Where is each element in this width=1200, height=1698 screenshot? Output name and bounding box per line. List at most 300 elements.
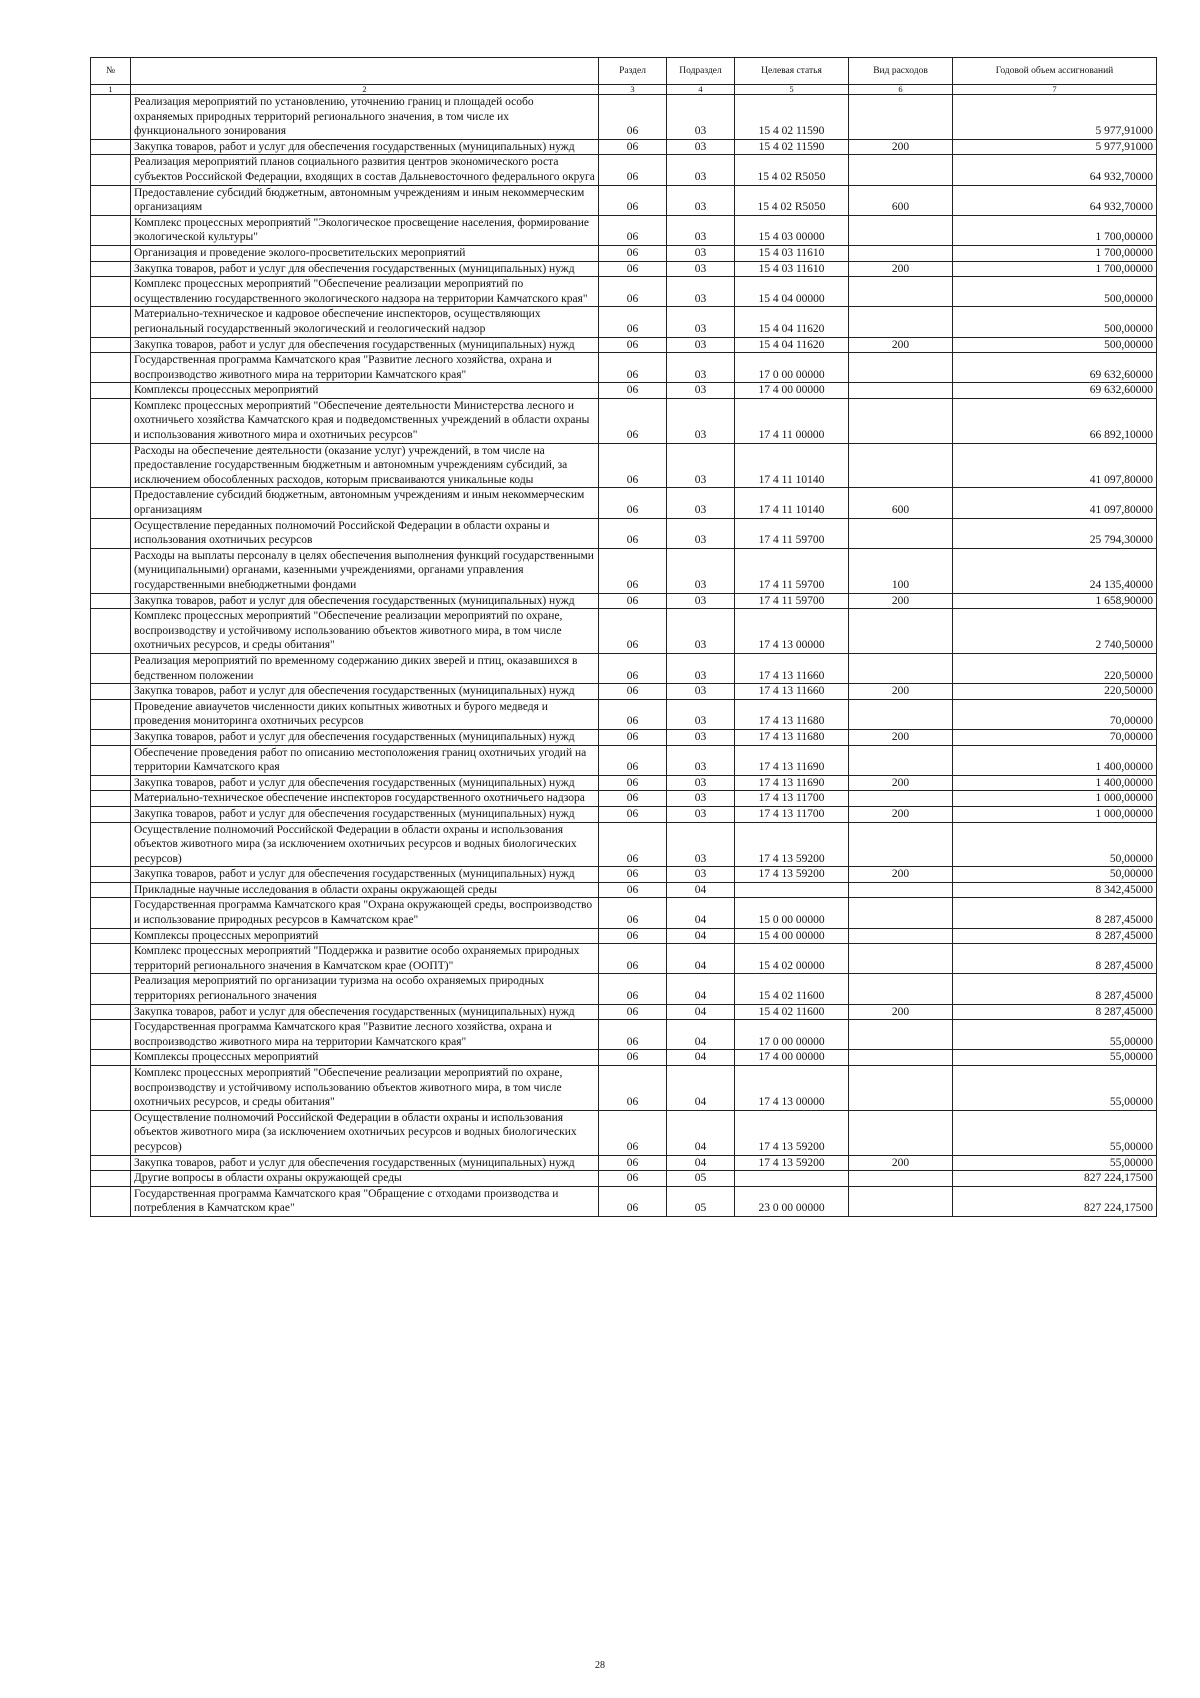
row-expense-type-cell: [849, 155, 953, 185]
row-target-cell: 15 4 02 00000: [735, 944, 849, 974]
row-name-cell: Предоставление субсидий бюджетным, автономным учреждениям и иным некоммерческим организациям: [131, 488, 599, 518]
row-amount-cell: 55,00000: [953, 1110, 1157, 1155]
table-row: [91, 684, 1157, 700]
row-section-cell: 06: [599, 215, 667, 245]
table-row: [91, 791, 1157, 807]
row-number-cell: [91, 653, 131, 683]
row-expense-type-cell: [849, 1186, 953, 1216]
row-target-cell: 15 4 03 11610: [735, 261, 849, 277]
row-subsection-cell: 04: [667, 1050, 735, 1066]
row-subsection-cell: 03: [667, 791, 735, 807]
row-amount-cell: 50,00000: [953, 867, 1157, 883]
row-amount-cell: 8 287,45000: [953, 1004, 1157, 1020]
row-section-cell: 06: [599, 1171, 667, 1187]
table-row: [91, 95, 1157, 140]
row-name-cell: Другие вопросы в области охраны окружающей среды: [131, 1171, 599, 1187]
row-target-cell: 17 0 00 00000: [735, 353, 849, 383]
row-number-cell: [91, 867, 131, 883]
row-name-cell: Комплекс процессных мероприятий "Обеспечение реализации мероприятий по охране, воспроизводству и устойчивому использованию объектов животного мира, в том числе охотничьих ресурсов, и среды обитания": [131, 609, 599, 654]
row-section-cell: 06: [599, 155, 667, 185]
row-name-cell: Расходы на обеспечение деятельности (оказание услуг) учреждений, в том числе на предоставление государственным бюджетным и автономным учреждениям субсидий, за исключением обособленных расходов, которым присваиваются уникальные коды: [131, 443, 599, 488]
header-expense-type: Вид расходов: [849, 58, 953, 85]
table-row: [91, 898, 1157, 928]
row-name-cell: Государственная программа Камчатского края "Обращение с отходами производства и потребления в Камчатском крае": [131, 1186, 599, 1216]
row-name-cell: Реализация мероприятий по временному содержанию диких зверей и птиц, оказавшихся в бедственном положении: [131, 653, 599, 683]
row-subsection-cell: 03: [667, 443, 735, 488]
row-number-cell: [91, 1004, 131, 1020]
table-row: [91, 806, 1157, 822]
row-expense-type-cell: [849, 383, 953, 399]
row-subsection-cell: 03: [667, 353, 735, 383]
row-amount-cell: 1 400,00000: [953, 775, 1157, 791]
row-expense-type-cell: 200: [849, 729, 953, 745]
row-section-cell: 06: [599, 944, 667, 974]
row-name-cell: Комплекс процессных мероприятий "Обеспечение реализации мероприятий по осуществлению государственного экологического надзора на территории Камчатского края": [131, 277, 599, 307]
row-number-cell: [91, 1186, 131, 1216]
table-row: [91, 1171, 1157, 1187]
row-name-cell: Комплексы процессных мероприятий: [131, 928, 599, 944]
table-row: [91, 1186, 1157, 1216]
row-section-cell: 06: [599, 822, 667, 867]
table-row: [91, 277, 1157, 307]
row-number-cell: [91, 1155, 131, 1171]
row-target-cell: 17 4 13 11690: [735, 775, 849, 791]
row-name-cell: Закупка товаров, работ и услуг для обеспечения государственных (муниципальных) нужд: [131, 684, 599, 700]
row-number-cell: [91, 1050, 131, 1066]
table-row: [91, 867, 1157, 883]
row-amount-cell: 50,00000: [953, 822, 1157, 867]
row-section-cell: 06: [599, 518, 667, 548]
row-target-cell: 17 4 00 00000: [735, 1050, 849, 1066]
row-name-cell: Комплекс процессных мероприятий "Обеспечение деятельности Министерства лесного и охотничьего хозяйства Камчатского края и подведомственных учреждений в области охраны и использования животного мира и охотничьих ресурсов": [131, 398, 599, 443]
row-section-cell: 06: [599, 261, 667, 277]
table-row: [91, 245, 1157, 261]
row-section-cell: 06: [599, 95, 667, 140]
row-number-cell: [91, 95, 131, 140]
row-expense-type-cell: 200: [849, 1155, 953, 1171]
row-expense-type-cell: 200: [849, 684, 953, 700]
row-subsection-cell: 03: [667, 729, 735, 745]
row-amount-cell: 5 977,91000: [953, 95, 1157, 140]
row-number-cell: [91, 974, 131, 1004]
row-target-cell: [735, 1171, 849, 1187]
row-number-cell: [91, 277, 131, 307]
row-target-cell: 17 4 13 11660: [735, 653, 849, 683]
row-expense-type-cell: [849, 791, 953, 807]
colnum-1: 1: [91, 85, 131, 95]
row-section-cell: 06: [599, 1050, 667, 1066]
colnum-7: 7: [953, 85, 1157, 95]
row-target-cell: 15 4 04 00000: [735, 277, 849, 307]
row-name-cell: Государственная программа Камчатского края "Развитие лесного хозяйства, охрана и воспроизводство животного мира на территории Камчатского края": [131, 1020, 599, 1050]
row-amount-cell: 1 700,00000: [953, 215, 1157, 245]
row-name-cell: Материально-техническое и кадровое обеспечение инспекторов, осуществляющих региональный государственный экологический и геологический надзор: [131, 307, 599, 337]
row-target-cell: 15 4 02 11600: [735, 974, 849, 1004]
row-target-cell: 17 4 13 59200: [735, 1110, 849, 1155]
row-section-cell: 06: [599, 1004, 667, 1020]
row-name-cell: Закупка товаров, работ и услуг для обеспечения государственных (муниципальных) нужд: [131, 867, 599, 883]
row-section-cell: 06: [599, 398, 667, 443]
row-number-cell: [91, 791, 131, 807]
row-section-cell: 06: [599, 1020, 667, 1050]
row-number-cell: [91, 548, 131, 593]
table-row: [91, 593, 1157, 609]
row-target-cell: 17 4 13 00000: [735, 609, 849, 654]
row-subsection-cell: 04: [667, 882, 735, 898]
row-subsection-cell: 04: [667, 944, 735, 974]
row-number-cell: [91, 882, 131, 898]
table-row: [91, 185, 1157, 215]
row-target-cell: 17 4 11 10140: [735, 443, 849, 488]
table-row: [91, 974, 1157, 1004]
table-row: [91, 1155, 1157, 1171]
row-section-cell: 06: [599, 775, 667, 791]
row-target-cell: 17 4 13 00000: [735, 1066, 849, 1111]
row-target-cell: 15 4 04 11620: [735, 337, 849, 353]
row-section-cell: 06: [599, 307, 667, 337]
table-body: [91, 95, 1157, 1217]
header-target: Целевая статья: [735, 58, 849, 85]
row-expense-type-cell: [849, 1110, 953, 1155]
row-amount-cell: 500,00000: [953, 307, 1157, 337]
table-row: [91, 398, 1157, 443]
row-section-cell: 06: [599, 139, 667, 155]
table-row: [91, 261, 1157, 277]
row-subsection-cell: 03: [667, 337, 735, 353]
row-section-cell: 06: [599, 1066, 667, 1111]
row-number-cell: [91, 684, 131, 700]
row-expense-type-cell: [849, 898, 953, 928]
row-section-cell: 06: [599, 609, 667, 654]
row-expense-type-cell: 200: [849, 775, 953, 791]
row-subsection-cell: 04: [667, 1155, 735, 1171]
row-expense-type-cell: 600: [849, 488, 953, 518]
header-section: Раздел: [599, 58, 667, 85]
table-row: [91, 1004, 1157, 1020]
row-subsection-cell: 03: [667, 806, 735, 822]
row-section-cell: 06: [599, 1110, 667, 1155]
row-name-cell: Закупка товаров, работ и услуг для обеспечения государственных (муниципальных) нужд: [131, 261, 599, 277]
row-name-cell: Прикладные научные исследования в области охраны окружающей среды: [131, 882, 599, 898]
row-section-cell: 06: [599, 653, 667, 683]
row-target-cell: 17 4 13 11700: [735, 791, 849, 807]
row-subsection-cell: 04: [667, 1004, 735, 1020]
table-row: [91, 307, 1157, 337]
row-expense-type-cell: [849, 1050, 953, 1066]
row-subsection-cell: 04: [667, 974, 735, 1004]
table-row: [91, 775, 1157, 791]
row-amount-cell: 8 287,45000: [953, 898, 1157, 928]
row-expense-type-cell: [849, 398, 953, 443]
colnum-6: 6: [849, 85, 953, 95]
row-subsection-cell: 04: [667, 1020, 735, 1050]
row-subsection-cell: 03: [667, 609, 735, 654]
row-subsection-cell: 03: [667, 867, 735, 883]
row-name-cell: Закупка товаров, работ и услуг для обеспечения государственных (муниципальных) нужд: [131, 1004, 599, 1020]
row-amount-cell: 1 400,00000: [953, 745, 1157, 775]
row-name-cell: Проведение авиаучетов численности диких копытных животных и бурого медведя и проведения мониторинга охотничьих ресурсов: [131, 699, 599, 729]
row-target-cell: 15 4 03 00000: [735, 215, 849, 245]
row-target-cell: 17 4 11 00000: [735, 398, 849, 443]
row-subsection-cell: 03: [667, 653, 735, 683]
row-number-cell: [91, 775, 131, 791]
row-expense-type-cell: 200: [849, 806, 953, 822]
row-section-cell: 06: [599, 867, 667, 883]
header-subsection: Подраздел: [667, 58, 735, 85]
table-row: [91, 1050, 1157, 1066]
row-section-cell: 06: [599, 745, 667, 775]
row-number-cell: [91, 1066, 131, 1111]
row-number-cell: [91, 383, 131, 399]
row-expense-type-cell: 100: [849, 548, 953, 593]
row-subsection-cell: 03: [667, 699, 735, 729]
row-amount-cell: 8 287,45000: [953, 944, 1157, 974]
row-section-cell: 06: [599, 353, 667, 383]
row-subsection-cell: 03: [667, 548, 735, 593]
row-amount-cell: 8 287,45000: [953, 974, 1157, 1004]
row-target-cell: 15 4 02 11590: [735, 139, 849, 155]
row-amount-cell: 220,50000: [953, 684, 1157, 700]
table-row: [91, 1066, 1157, 1111]
row-expense-type-cell: 200: [849, 593, 953, 609]
header-amount: Годовой объем ассигнований: [953, 58, 1157, 85]
row-amount-cell: 66 892,10000: [953, 398, 1157, 443]
row-name-cell: Предоставление субсидий бюджетным, автономным учреждениям и иным некоммерческим организациям: [131, 185, 599, 215]
row-target-cell: 15 0 00 00000: [735, 898, 849, 928]
row-target-cell: 17 4 11 59700: [735, 593, 849, 609]
row-amount-cell: 69 632,60000: [953, 383, 1157, 399]
row-name-cell: Комплекс процессных мероприятий "Поддержка и развитие особо охраняемых природных территорий регионального значения в Камчатском крае (ООПТ)": [131, 944, 599, 974]
row-amount-cell: 41 097,80000: [953, 443, 1157, 488]
row-amount-cell: 1 000,00000: [953, 791, 1157, 807]
table-row: [91, 1020, 1157, 1050]
row-name-cell: Осуществление полномочий Российской Федерации в области охраны и использования объектов животного мира (за исключением охотничьих ресурсов и водных биологических ресурсов): [131, 1110, 599, 1155]
row-number-cell: [91, 1020, 131, 1050]
table-row: [91, 518, 1157, 548]
table-row: [91, 729, 1157, 745]
row-amount-cell: 25 794,30000: [953, 518, 1157, 548]
row-target-cell: 17 0 00 00000: [735, 1020, 849, 1050]
table-row: [91, 944, 1157, 974]
row-expense-type-cell: 200: [849, 261, 953, 277]
row-name-cell: Закупка товаров, работ и услуг для обеспечения государственных (муниципальных) нужд: [131, 806, 599, 822]
row-number-cell: [91, 261, 131, 277]
row-target-cell: 17 4 13 11660: [735, 684, 849, 700]
row-expense-type-cell: 200: [849, 1004, 953, 1020]
row-section-cell: 06: [599, 928, 667, 944]
header-name: [131, 58, 599, 85]
row-section-cell: 06: [599, 443, 667, 488]
row-section-cell: 06: [599, 806, 667, 822]
row-number-cell: [91, 245, 131, 261]
row-number-cell: [91, 337, 131, 353]
row-subsection-cell: 03: [667, 775, 735, 791]
colnum-5: 5: [735, 85, 849, 95]
column-number-row: [91, 85, 1157, 95]
row-expense-type-cell: [849, 245, 953, 261]
row-amount-cell: 64 932,70000: [953, 155, 1157, 185]
row-amount-cell: 55,00000: [953, 1155, 1157, 1171]
table-row: [91, 215, 1157, 245]
row-number-cell: [91, 729, 131, 745]
row-subsection-cell: 03: [667, 745, 735, 775]
table-row: [91, 443, 1157, 488]
row-subsection-cell: 03: [667, 822, 735, 867]
row-name-cell: Государственная программа Камчатского края "Охрана окружающей среды, воспроизводство и использование природных ресурсов в Камчатском крае": [131, 898, 599, 928]
row-expense-type-cell: [849, 95, 953, 140]
row-target-cell: 15 4 00 00000: [735, 928, 849, 944]
table-row: [91, 699, 1157, 729]
row-subsection-cell: 03: [667, 185, 735, 215]
row-number-cell: [91, 898, 131, 928]
row-subsection-cell: 04: [667, 928, 735, 944]
row-amount-cell: 64 932,70000: [953, 185, 1157, 215]
row-name-cell: Организация и проведение эколого-просветительских мероприятий: [131, 245, 599, 261]
table-row: [91, 548, 1157, 593]
page-number: 28: [595, 1660, 605, 1671]
row-amount-cell: 55,00000: [953, 1020, 1157, 1050]
row-name-cell: Закупка товаров, работ и услуг для обеспечения государственных (муниципальных) нужд: [131, 729, 599, 745]
row-section-cell: 06: [599, 791, 667, 807]
row-subsection-cell: 04: [667, 898, 735, 928]
row-target-cell: 17 4 13 59200: [735, 867, 849, 883]
table-row: [91, 337, 1157, 353]
row-number-cell: [91, 307, 131, 337]
row-number-cell: [91, 139, 131, 155]
row-subsection-cell: 03: [667, 215, 735, 245]
row-amount-cell: 70,00000: [953, 699, 1157, 729]
row-amount-cell: 24 135,40000: [953, 548, 1157, 593]
row-amount-cell: 69 632,60000: [953, 353, 1157, 383]
table-row: [91, 653, 1157, 683]
colnum-3: 3: [599, 85, 667, 95]
row-subsection-cell: 03: [667, 518, 735, 548]
row-amount-cell: 8 342,45000: [953, 882, 1157, 898]
row-name-cell: Закупка товаров, работ и услуг для обеспечения государственных (муниципальных) нужд: [131, 775, 599, 791]
row-expense-type-cell: [849, 1020, 953, 1050]
table-row: [91, 155, 1157, 185]
row-number-cell: [91, 609, 131, 654]
row-target-cell: 15 4 02 R5050: [735, 185, 849, 215]
row-expense-type-cell: [849, 609, 953, 654]
row-number-cell: [91, 518, 131, 548]
row-number-cell: [91, 155, 131, 185]
row-number-cell: [91, 928, 131, 944]
row-number-cell: [91, 593, 131, 609]
row-number-cell: [91, 745, 131, 775]
row-target-cell: 15 4 02 11600: [735, 1004, 849, 1020]
row-amount-cell: 827 224,17500: [953, 1171, 1157, 1187]
row-expense-type-cell: [849, 215, 953, 245]
row-section-cell: 06: [599, 729, 667, 745]
row-expense-type-cell: [849, 1171, 953, 1187]
row-expense-type-cell: 200: [849, 867, 953, 883]
row-expense-type-cell: [849, 745, 953, 775]
row-expense-type-cell: [849, 277, 953, 307]
row-name-cell: Материально-техническое обеспечение инспекторов государственного охотничьего надзора: [131, 791, 599, 807]
row-name-cell: Комплекс процессных мероприятий "Экологическое просвещение населения, формирование экологической культуры": [131, 215, 599, 245]
row-name-cell: Осуществление переданных полномочий Российской Федерации в области охраны и использования охотничьих ресурсов: [131, 518, 599, 548]
row-target-cell: 17 4 13 11700: [735, 806, 849, 822]
row-amount-cell: 220,50000: [953, 653, 1157, 683]
row-amount-cell: 55,00000: [953, 1066, 1157, 1111]
row-section-cell: 06: [599, 277, 667, 307]
table-row: [91, 609, 1157, 654]
row-amount-cell: 70,00000: [953, 729, 1157, 745]
row-amount-cell: 1 658,90000: [953, 593, 1157, 609]
row-number-cell: [91, 443, 131, 488]
row-expense-type-cell: [849, 882, 953, 898]
row-subsection-cell: 03: [667, 307, 735, 337]
row-name-cell: Закупка товаров, работ и услуг для обеспечения государственных (муниципальных) нужд: [131, 139, 599, 155]
row-number-cell: [91, 822, 131, 867]
row-subsection-cell: 03: [667, 593, 735, 609]
row-name-cell: Закупка товаров, работ и услуг для обеспечения государственных (муниципальных) нужд: [131, 1155, 599, 1171]
row-target-cell: 15 4 04 11620: [735, 307, 849, 337]
row-section-cell: 06: [599, 684, 667, 700]
row-amount-cell: 500,00000: [953, 277, 1157, 307]
row-expense-type-cell: [849, 353, 953, 383]
row-target-cell: 15 4 02 11590: [735, 95, 849, 140]
row-amount-cell: 1 000,00000: [953, 806, 1157, 822]
row-name-cell: Реализация мероприятий по организации туризма на особо охраняемых природных территориях регионального значения: [131, 974, 599, 1004]
table-row: [91, 383, 1157, 399]
row-number-cell: [91, 944, 131, 974]
row-section-cell: 06: [599, 974, 667, 1004]
row-expense-type-cell: [849, 944, 953, 974]
row-name-cell: Комплекс процессных мероприятий "Обеспечение реализации мероприятий по охране, воспроизводству и устойчивому использованию объектов животного мира, в том числе охотничьих ресурсов, и среды обитания": [131, 1066, 599, 1111]
colnum-4: 4: [667, 85, 735, 95]
row-name-cell: Закупка товаров, работ и услуг для обеспечения государственных (муниципальных) нужд: [131, 337, 599, 353]
row-section-cell: 06: [599, 185, 667, 215]
row-section-cell: 06: [599, 882, 667, 898]
row-target-cell: 17 4 13 59200: [735, 822, 849, 867]
row-target-cell: 15 4 03 11610: [735, 245, 849, 261]
row-subsection-cell: 03: [667, 139, 735, 155]
row-amount-cell: 5 977,91000: [953, 139, 1157, 155]
row-subsection-cell: 03: [667, 245, 735, 261]
row-number-cell: [91, 806, 131, 822]
row-subsection-cell: 03: [667, 684, 735, 700]
row-name-cell: Обеспечение проведения работ по описанию местоположения границ охотничьих угодий на территории Камчатского края: [131, 745, 599, 775]
row-section-cell: 06: [599, 245, 667, 261]
row-amount-cell: 1 700,00000: [953, 261, 1157, 277]
row-target-cell: 17 4 11 59700: [735, 548, 849, 593]
row-expense-type-cell: [849, 974, 953, 1004]
row-amount-cell: 2 740,50000: [953, 609, 1157, 654]
table-row: [91, 822, 1157, 867]
row-name-cell: Осуществление полномочий Российской Федерации в области охраны и использования объектов животного мира (за исключением охотничьих ресурсов и водных биологических ресурсов): [131, 822, 599, 867]
row-expense-type-cell: [849, 518, 953, 548]
row-number-cell: [91, 398, 131, 443]
row-name-cell: Расходы на выплаты персоналу в целях обеспечения выполнения функций государственными (муниципальными) органами, казенными учреждениями, органами управления государственными внебюджетными фондами: [131, 548, 599, 593]
row-expense-type-cell: [849, 699, 953, 729]
row-section-cell: 06: [599, 383, 667, 399]
row-number-cell: [91, 488, 131, 518]
row-target-cell: 15 4 02 R5050: [735, 155, 849, 185]
row-subsection-cell: 04: [667, 1066, 735, 1111]
row-target-cell: 17 4 11 10140: [735, 488, 849, 518]
row-name-cell: Государственная программа Камчатского края "Развитие лесного хозяйства, охрана и воспроизводство животного мира на территории Камчатского края": [131, 353, 599, 383]
row-number-cell: [91, 353, 131, 383]
table-row: [91, 745, 1157, 775]
row-target-cell: 17 4 11 59700: [735, 518, 849, 548]
row-number-cell: [91, 185, 131, 215]
header-no: №: [91, 58, 131, 85]
row-amount-cell: 827 224,17500: [953, 1186, 1157, 1216]
row-subsection-cell: 03: [667, 155, 735, 185]
row-name-cell: Закупка товаров, работ и услуг для обеспечения государственных (муниципальных) нужд: [131, 593, 599, 609]
